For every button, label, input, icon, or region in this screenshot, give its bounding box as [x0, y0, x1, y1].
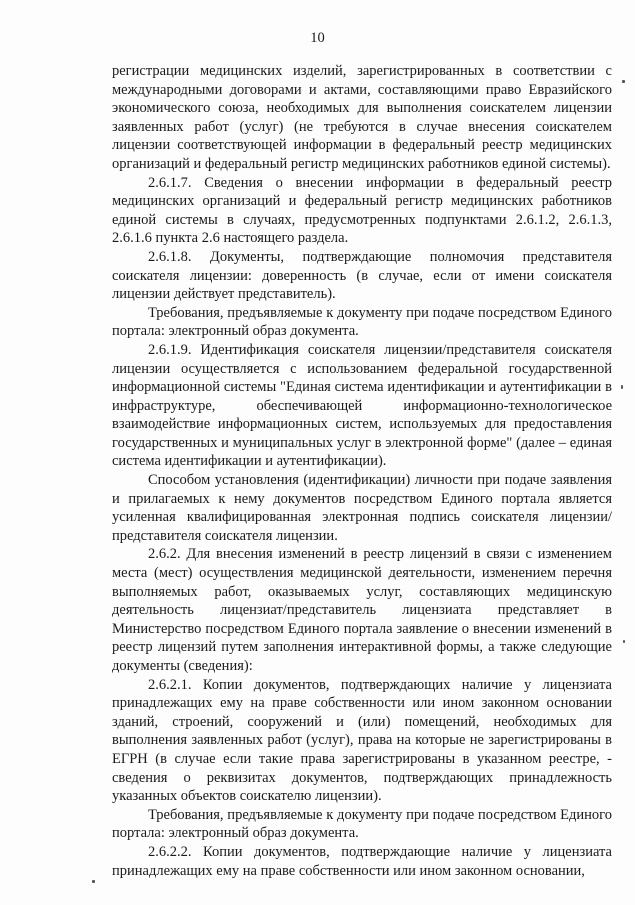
paragraph-2-6-1-9: 2.6.1.9. Идентификация соискателя лицензии/представителя соискателя лицензии осуществляется с использованием федеральной государственной информационной системы "Единая система идентификации и аутентификации в инфраструктуре, обеспечивающей информационно-технологическое взаимодействие информационных систем, используемых для предоставления государственных и муниципальных услуг в электронной форме" (далее – единая система идентификации и аутентификации).	[112, 341, 612, 470]
scan-mark-top-right	[622, 80, 625, 83]
paragraph-requirements-1: Требования, предъявляемые к документу при подаче посредством Единого портала: электронный образ документа.	[112, 304, 612, 340]
paragraph-identification-method: Способом установления (идентификации) личности при подаче заявления и прилагаемых к нему документов посредством Единого портала является усиленная квалифицированная электронная подпись соискателя лицензии/представителя соискателя лицензии.	[112, 472, 612, 544]
paragraph-2-6-1-8: 2.6.1.8. Документы, подтверждающие полномочия представителя соискателя лицензии: доверенность (в случае, если от имени соискателя лицензии действует представитель).	[112, 248, 612, 303]
paragraph-2-6-2-1: 2.6.2.1. Копии документов, подтверждающих наличие у лицензиата принадлежащих ему на праве собственности или ином законном основании зданий, строений, сооружений и (или) помещений, необходимых для выполнения заявленных работ (услуг), права на которые не зарегистрированы в ЕГРН (в случае если такие права зарегистрированы в указанном реестре, - сведения о реквизитах документов, подтверждающих принадлежность указанных объектов соискателю лицензии).	[112, 676, 612, 805]
paragraph-requirements-2: Требования, предъявляемые к документу при подаче посредством Единого портала: электронный образ документа.	[112, 806, 612, 842]
scan-mark-lower-right	[623, 640, 625, 643]
paragraph-2-6-2-2: 2.6.2.2. Копии документов, подтверждающие наличие у лицензиата принадлежащих ему на праве собственности или ином законном основании,	[112, 843, 612, 879]
paragraph-2-6-2: 2.6.2. Для внесения изменений в реестр лицензий в связи с изменением места (мест) осуществления медицинской деятельности, изменением перечня выполняемых работ, оказываемых услуг, составляющих медицинскую деятельность лицензиат/представитель лицензиата представляет в Министерство посредством Единого портала заявление о внесении изменений в реестр лицензий путем заполнения интерактивной формы, а также следующие документы (сведения):	[112, 546, 612, 674]
page-number: 10	[310, 30, 325, 46]
scan-mark-bottom-left	[92, 880, 95, 883]
scan-mark-mid-right	[621, 385, 623, 389]
paragraph-continuation: регистрации медицинских изделий, зарегистрированных в соответствии с международными договорами и актами, составляющими право Евразийского экономического союза, необходимых для выполнения соискателем лицензии заявленных работ (услуг) (не требуются в случае внесения соискателем лицензии соответствующей информации в федеральный реестр медицинских организаций и федеральный регистр медицинских работников единой системы).	[112, 63, 612, 172]
document-body	[112, 62, 612, 880]
paragraph-2-6-1-7: 2.6.1.7. Сведения о внесении информации в федеральный реестр медицинских организаций и федеральный регистр медицинских работников единой системы в случаях, предусмотренных подпунктами 2.6.1.2, 2.6.1.3, 2.6.1.6 пункта 2.6 настоящего раздела.	[112, 174, 612, 247]
